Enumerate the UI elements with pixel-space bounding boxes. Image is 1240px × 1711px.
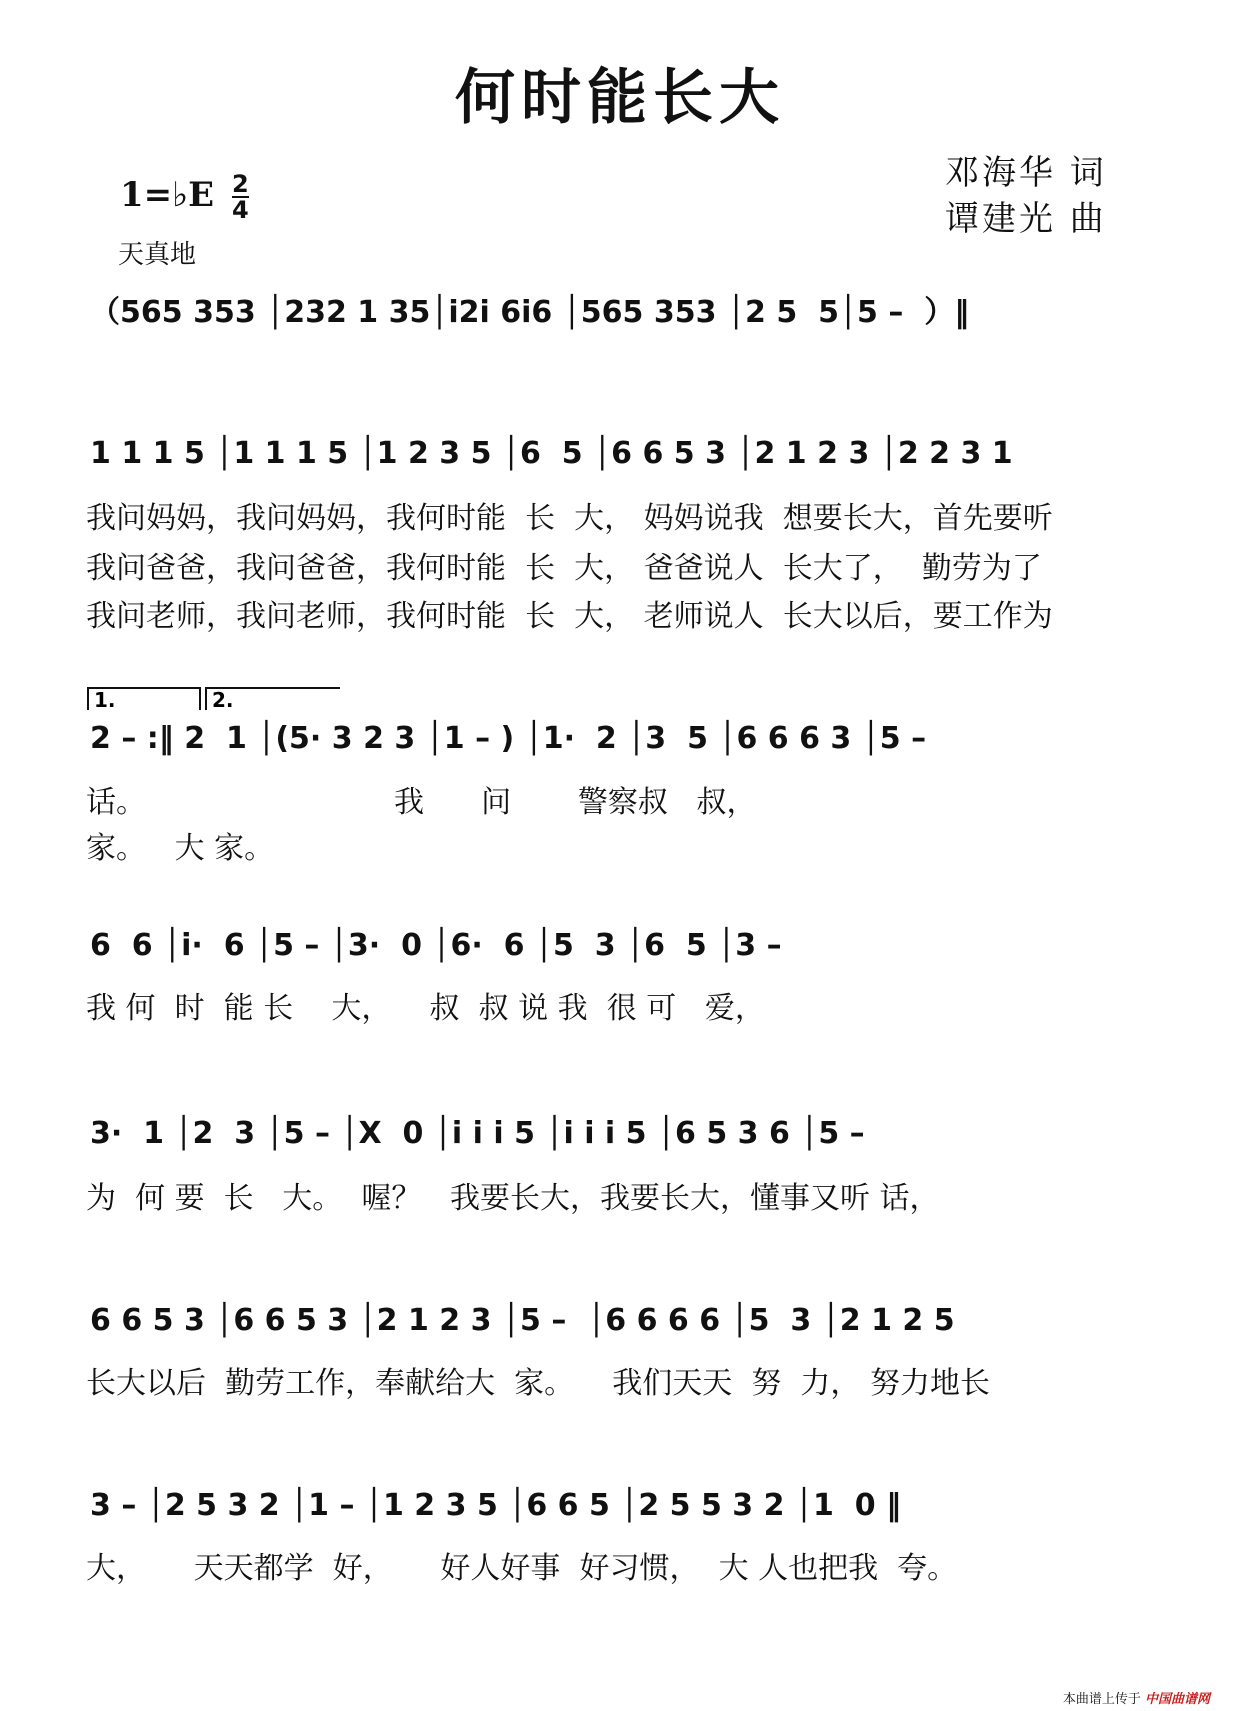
line-1-lyric-verse-1: 我问妈妈，我问妈妈，我何时能 长 大， 妈妈说我 想要长大，首先要听 <box>86 501 1053 536</box>
line-1-lyric-verse-3: 我问老师，我问老师，我何时能 长 大， 老师说人 长大以后，要工作为 <box>86 599 1053 634</box>
time-signature-bottom: 4 <box>231 196 249 224</box>
footer-prefix: 本曲谱上传于 <box>1062 1692 1141 1707</box>
lyricist-credit: 邓海华 词 <box>945 153 1107 193</box>
song-title: 何时能长大 <box>455 63 785 133</box>
volta-1-label: 1. <box>94 688 116 712</box>
composer-credit: 谭建光 曲 <box>945 199 1107 239</box>
line-3-notes: 6 6 │i· 6 │5 – │3· 0 │6· 6 │5 3 │6 5 │3 – <box>90 928 782 963</box>
footer <box>1063 1688 1210 1707</box>
site-logo[interactable]: 中国曲谱网 <box>1144 1692 1210 1707</box>
line-3-lyric: 我 何 时 能 长 大， 叔 叔 说 我 很 可 爱， <box>86 991 765 1026</box>
intro-notes: （565 353 │232 1 35│i2i 6i6 │565 353 │2 5 5│5 – ）‖ <box>90 295 970 330</box>
line-5-notes: 6 6 5 3 │6 6 5 3 │2 1 2 3 │5 – │6 6 6 6 │5 3 │2 1 2 5 <box>90 1303 955 1338</box>
line-2-lyric-verse-1: 话。 我 问 警察叔 叔， <box>86 785 757 820</box>
line-4-notes: 3· 1 │2 3 │5 – │X 0 │i i i 5 │i i i 5 │6 5 3 6 │5 – <box>90 1116 865 1151</box>
line-1-notes: 1 1 1 5 │1 1 1 5 │1 2 3 5 │6 5 │6 6 5 3 │2 1 2 3 │2 2 3 1 <box>90 436 1013 471</box>
line-6-notes: 3 – │2 5 3 2 │1 – │1 2 3 5 │6 6 5 │2 5 5 3 2 │1 0 ‖ <box>90 1488 902 1523</box>
line-2-notes: 2 – :‖ 2 1 │(5· 3 2 3 │1 – ) │1· 2 │3 5 │6 6 6 3 │5 – <box>90 721 927 756</box>
line-4-lyric: 为 何 要 长 大。 喔？ 我要长大，我要长大，懂事又听 话， <box>86 1181 940 1216</box>
line-2-lyric-verse-2: 家。 大 家。 <box>86 831 275 866</box>
key-label: 1=♭E <box>120 175 215 215</box>
time-signature-top: 2 <box>231 170 249 198</box>
volta-2-label: 2. <box>212 688 234 712</box>
line-1-lyric-verse-2: 我问爸爸，我问爸爸，我何时能 长 大， 爸爸说人 长大了， 勤劳为了 <box>86 551 1042 586</box>
tempo-marking: 天真地 <box>118 240 197 270</box>
volta-brackets <box>88 688 340 712</box>
line-6-lyric: 大， 天天都学 好， 好人好事 好习惯， 大 人也把我 夸。 <box>86 1551 958 1586</box>
line-5-lyric: 长大以后 勤劳工作，奉献给大 家。 我们天天 努 力， 努力地长 <box>86 1366 990 1401</box>
